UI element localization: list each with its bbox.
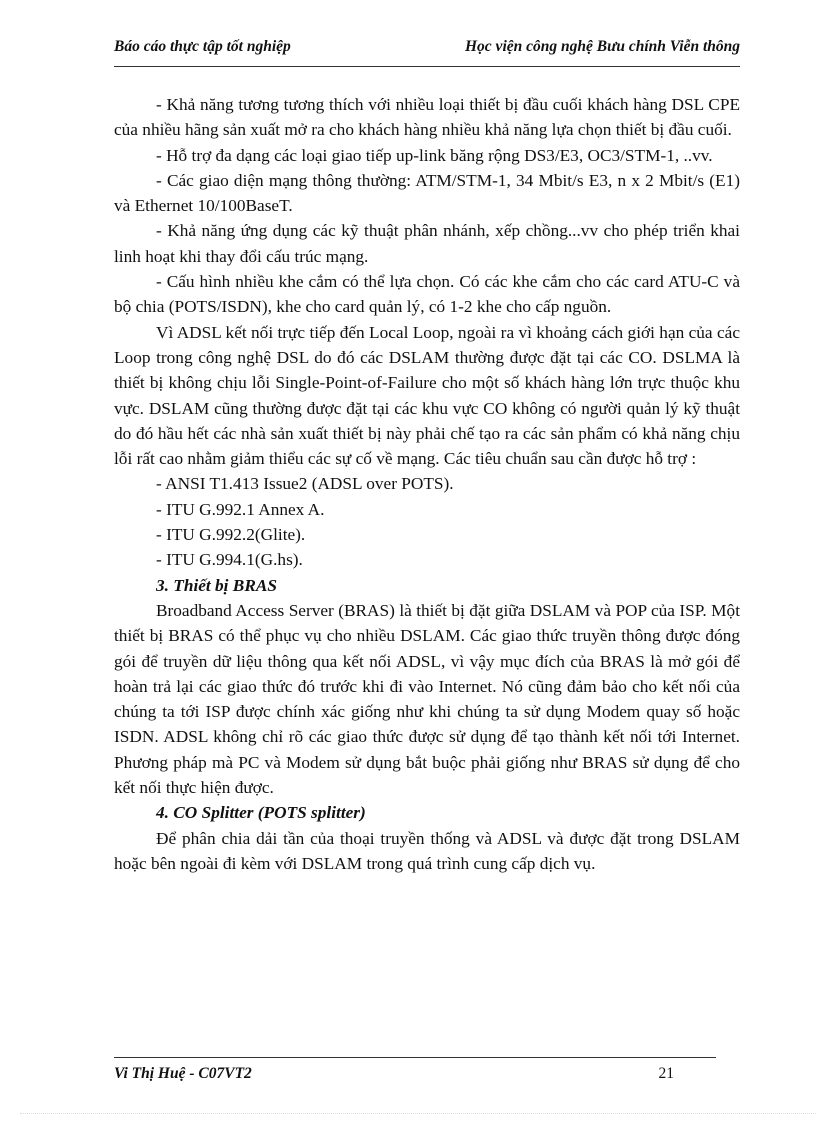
standard-ansi-t1413: - ANSI T1.413 Issue2 (ADSL over POTS). [156, 474, 454, 494]
footer-divider [114, 1057, 716, 1058]
paragraph-co-splitter: Để phân chia dải tần của thoại truyền thống và ADSL và được đặt trong DSLAM hoặc bên ngoài đi kèm với DSLAM trong quá trình cung cấp dịch vụ. [114, 828, 740, 873]
page-edge-line [20, 1113, 816, 1114]
paragraph-network-interfaces: - Các giao diện mạng thông thường: ATM/STM-1, 34 Mbit/s E3, n x 2 Mbit/s (E1) và Ethernet 10/100BaseT. [114, 170, 740, 216]
paragraph-branching: - Khả năng ứng dụng các kỹ thuật phân nhánh, xếp chồng...vv cho phép triển khai linh hoạt khi thay đổi cấu trúc mạng. [114, 221, 740, 266]
footer-author: Vi Thị Huệ - C07VT2 [114, 1065, 252, 1082]
page-footer [114, 1065, 674, 1083]
header-report-title: Báo cáo thực tập tốt nghiệp [114, 38, 291, 55]
standard-itu-g9922: - ITU G.992.2(Glite). [156, 525, 306, 545]
page-number: 21 [658, 1065, 674, 1082]
paragraph-bras: Broadband Access Server (BRAS) là thiết bị đặt giữa DSLAM và POP của ISP. Một thiết bị BRAS có thể phục vụ cho nhiều DSLAM. Các giao thức truyền thông được đóng gói để truyền dữ liệu thông qua kết nối ADSL, vì vậy mục đích của BRAS là mở gói để hoàn trả lại các giao thức đó trước khi đi vào Internet. Nó cũng đảm bảo cho kết nối của chúng ta tới ISP được chính xác giống như khi chúng ta sử dụng Modem quay số hoặc ISDN. ADSL không chỉ rõ các giao thức được sử dụng để tạo thành kết nối tới Internet. Phương pháp mà PC và Modem sử dụng bắt buộc phải giống như BRAS sử dụng để cho kết nối thực hiện được. [114, 600, 740, 798]
section-heading-bras: 3. Thiết bị BRAS [156, 575, 277, 595]
header-divider [114, 66, 740, 67]
document-body [114, 92, 740, 876]
paragraph-dslam-placement: Vì ADSL kết nối trực tiếp đến Local Loop, ngoài ra vì khoảng cách giới hạn của các Loop trong công nghệ DSL do đó các DSLAM thường được đặt tại các CO. DSLMA là thiết bị không chịu lỗi Single-Point-of-Failure cho một số khách hàng lớn trực thuộc khu vực. DSLAM cũng thường được đặt tại các khu vực CO không có người quản lý kỹ thuật do đó hầu hết các nhà sản xuất thiết bị này phải chế tạo ra các sản phẩm có khả năng chịu lỗi rất cao nhằm giảm thiểu các sự cố về mạng. Các tiêu chuẩn sau cần được hỗ trợ : [114, 322, 740, 469]
section-heading-co-splitter: 4. CO Splitter (POTS splitter) [156, 803, 366, 823]
page-header [114, 38, 740, 56]
paragraph-cpe-compatibility: - Khả năng tương tương thích với nhiều loại thiết bị đầu cuối khách hàng DSL CPE của nhiều hãng sản xuất mở ra cho khách hàng nhiều khả năng lựa chọn thiết bị đầu cuối. [114, 95, 740, 140]
paragraph-uplink-interfaces: - Hỗ trợ đa dạng các loại giao tiếp up-link băng rộng DS3/E3, OC3/STM-1, ..vv. [156, 145, 713, 165]
header-institution: Học viện công nghệ Bưu chính Viễn thông [465, 38, 740, 55]
paragraph-slot-configuration: - Cấu hình nhiều khe cắm có thể lựa chọn. Có các khe cắm cho các card ATU-C và bộ chia (POTS/ISDN), khe cho card quản lý, có 1-2 khe cho cấp nguồn. [114, 272, 740, 317]
standard-itu-g9921: - ITU G.992.1 Annex A. [156, 499, 325, 519]
standard-itu-g9941: - ITU G.994.1(G.hs). [156, 550, 303, 570]
